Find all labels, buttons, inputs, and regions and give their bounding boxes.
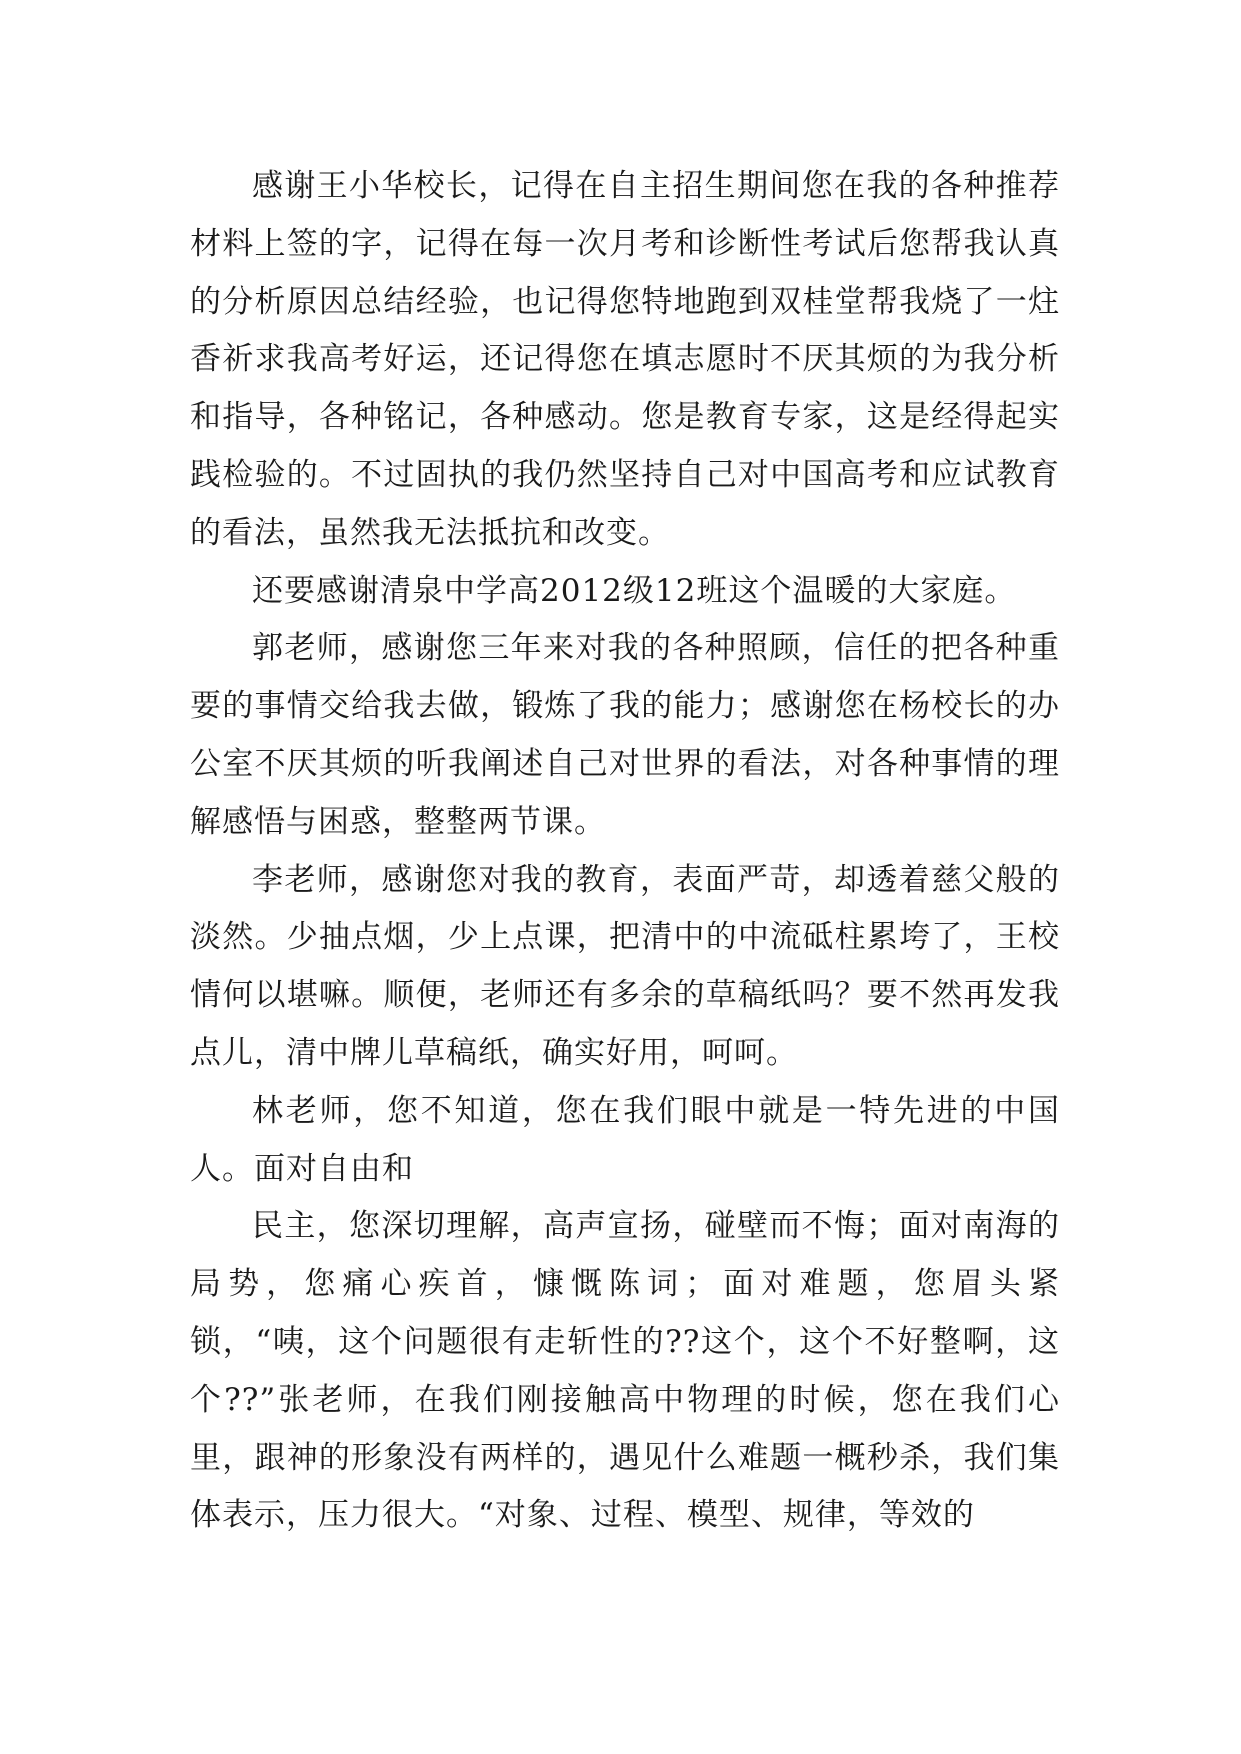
paragraph-principal-thanks: 感谢王小华校长，记得在自主招生期间您在我的各种推荐材料上签的字，记得在每一次月考和诊断性考试后您帮我认真的分析原因总结经验，也记得您特地跑到双桂堂帮我烧了一炷香祈求我高考好运，还记得您在填志愿时不厌其烦的为我分析和指导，各种铭记，各种感动。您是教育专家，这是经得起实践检验的。不过固执的我仍然坚持自己对中国高考和应试教育的看法，虽然我无法抵抗和改变。 xyxy=(190,168,1060,551)
paragraph-teacher-li: 李老师，感谢您对我的教育，表面严苛，却透着慈父般的淡然。少抽点烟，少上点课，把清中的中流砥柱累垮了，王校情何以堪嘛。顺便，老师还有多余的草稿纸吗？要不然再发我点儿，清中牌儿草稿纸，确实好用，呵呵。 xyxy=(190,861,1060,1071)
paragraph-teacher-lin: 林老师，您不知道，您在我们眼中就是一特先进的中国人。面对自由和 xyxy=(190,1092,1060,1187)
document-body xyxy=(190,158,1060,1545)
paragraph-teacher-guo: 郭老师，感谢您三年来对我的各种照顾，信任的把各种重要的事情交给我去做，锻炼了我的能力；感谢您在杨校长的办公室不厌其烦的听我阐述自己对世界的看法，对各种事情的理解感悟与困惑，整整两节课。 xyxy=(190,630,1060,840)
paragraph-class-thanks: 还要感谢清泉中学高2012级12班这个温暖的大家庭。 xyxy=(252,572,1017,609)
paragraph-democracy-zhang: 民主，您深切理解，高声宣扬，碰壁而不悔；面对南海的局势，您痛心疾首，慷慨陈词；面对难题，您眉头紧锁，“咦，这个问题很有走斩性的??这个，这个不好整啊，这个??”张老师，在我们刚接触高中物理的时候，您在我们心里，跟神的形象没有两样的，遇见什么难题一概秒杀，我们集体表示，压力很大。“对象、过程、模型、规律，等效的 xyxy=(190,1208,1060,1534)
